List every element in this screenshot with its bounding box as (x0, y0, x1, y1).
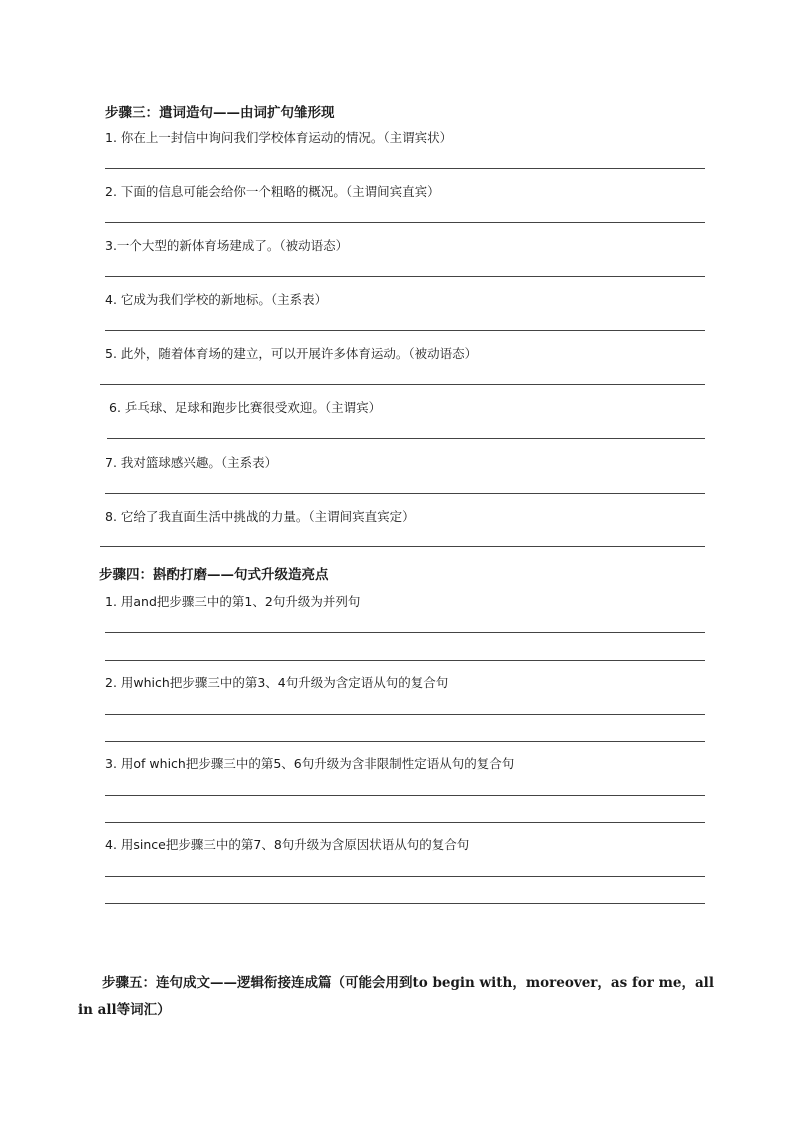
answer-line[interactable] (105, 330, 705, 331)
step3-item-2: 2. 下面的信息可能会给你一个粗略的概况。（主谓间宾直宾） (105, 184, 440, 199)
answer-line[interactable] (105, 493, 705, 494)
answer-line[interactable] (105, 741, 705, 742)
answer-line[interactable] (105, 903, 705, 904)
answer-line[interactable] (105, 714, 705, 715)
step3-item-4: 4. 它成为我们学校的新地标。（主系表） (105, 292, 328, 307)
answer-line[interactable] (105, 168, 705, 169)
step3-item-6: 6. 乒乓球、足球和跑步比赛很受欢迎。（主谓宾） (109, 400, 382, 415)
answer-line[interactable] (107, 438, 705, 439)
answer-line[interactable] (105, 822, 705, 823)
step3-item-1: 1. 你在上一封信中询问我们学校体育运动的情况。（主谓宾状） (105, 130, 453, 145)
step4-item-2: 2. 用which把步骤三中的第3、4句升级为含定语从句的复合句 (105, 675, 449, 690)
step3-item-3: 3.一个大型的新体育场建成了。（被动语态） (105, 238, 349, 253)
answer-line[interactable] (105, 222, 705, 223)
step3-item-7: 7. 我对篮球感兴趣。（主系表） (105, 455, 278, 470)
answer-line[interactable] (105, 660, 705, 661)
step4-item-4: 4. 用since把步骤三中的第7、8句升级为含原因状语从句的复合句 (105, 837, 470, 852)
answer-line[interactable] (100, 384, 705, 385)
answer-line[interactable] (105, 632, 705, 633)
step4-item-3: 3. 用of which把步骤三中的第5、6句升级为含非限制性定语从句的复合句 (105, 756, 515, 771)
step4-item-1: 1. 用and把步骤三中的第1、2句升级为并列句 (105, 594, 361, 609)
answer-line[interactable] (105, 876, 705, 877)
answer-line[interactable] (105, 795, 705, 796)
step4-heading: 步骤四：斟酌打磨——句式升级造亮点 (99, 567, 329, 583)
answer-line[interactable] (100, 546, 705, 547)
step3-item-5: 5. 此外，随着体育场的建立，可以开展许多体育运动。（被动语态） (105, 346, 478, 361)
step3-heading: 步骤三：遣词造句——由词扩句雏形现 (105, 105, 335, 121)
step3-item-8: 8. 它给了我直面生活中挑战的力量。（主谓间宾直宾定） (105, 509, 415, 524)
answer-line[interactable] (105, 276, 705, 277)
step5-heading: 步骤五：连句成文——逻辑衔接连成篇（可能会用到to begin with，moreover，as for me，all in all等词汇） (78, 975, 714, 1018)
